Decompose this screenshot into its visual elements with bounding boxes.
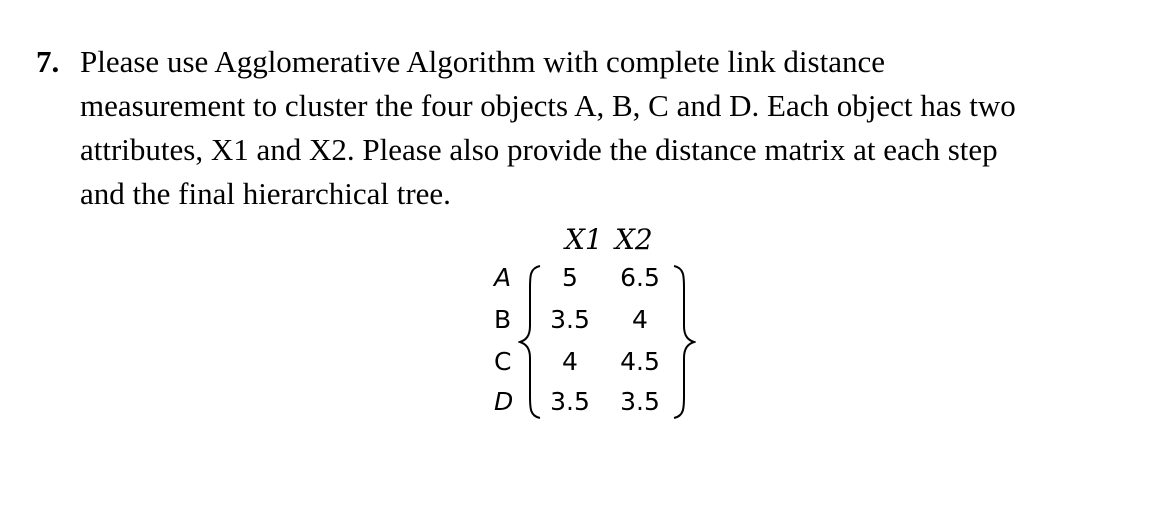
row-label-a: A: [494, 263, 512, 292]
right-brace-icon: [666, 262, 696, 422]
question-text-line: attributes, X1 and X2. Please also provide the distance matrix at each step: [80, 132, 998, 167]
question-number: 7.: [36, 44, 60, 79]
question-text-line: Please use Agglomerative Algorithm with complete link distance: [80, 44, 885, 79]
matrix-cell-a-x1: 5: [562, 263, 578, 292]
column-header-x2: X2: [615, 223, 653, 256]
column-header-x1: X1: [565, 223, 603, 256]
question-text-line: measurement to cluster the four objects A, B, C and D. Each object has two: [80, 88, 1016, 123]
matrix-cell-a-x2: 6.5: [620, 263, 660, 292]
row-label-b: B: [494, 305, 512, 334]
question-text-line: and the final hierarchical tree.: [80, 176, 451, 211]
matrix-cell-b-x1: 3.5: [550, 305, 590, 334]
row-label-d: D: [494, 387, 514, 416]
matrix-cell-c-x2: 4.5: [620, 347, 660, 376]
matrix-cell-d-x2: 3.5: [620, 387, 660, 416]
data-matrix: [470, 218, 730, 418]
matrix-cell-b-x2: 4: [632, 305, 648, 334]
matrix-cell-c-x1: 4: [562, 347, 578, 376]
left-brace-icon: [518, 262, 548, 422]
matrix-cell-d-x1: 3.5: [550, 387, 590, 416]
row-label-c: C: [494, 347, 512, 376]
